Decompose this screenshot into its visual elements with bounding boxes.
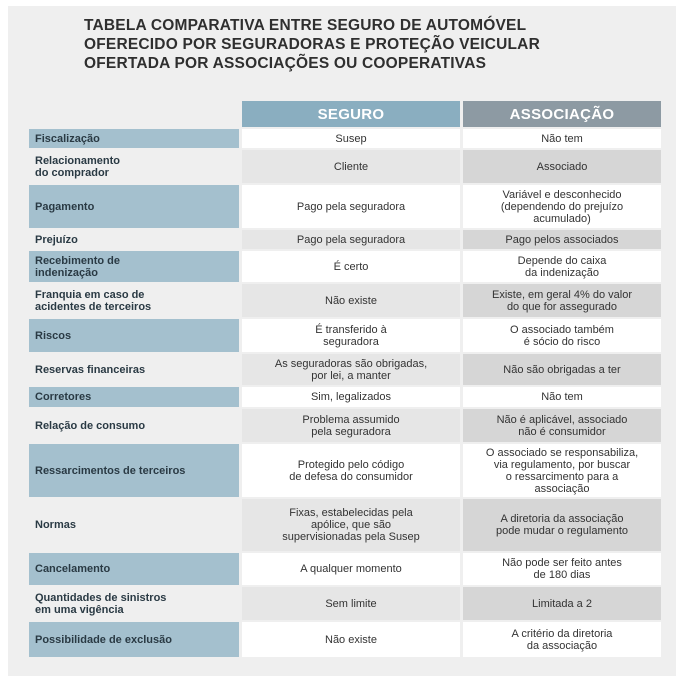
cell-text: O associado se responsabiliza, via regulamento, por buscar o ressarcimento para a associação — [485, 446, 639, 495]
cell-text: Não pode ser feito antes de 180 dias — [502, 557, 622, 581]
page-title — [84, 16, 644, 73]
row-label — [29, 230, 239, 249]
row-label — [29, 622, 239, 657]
cell-text: Sim, legalizados — [310, 391, 392, 403]
cell-text: Não tem — [541, 132, 583, 145]
header-seguro: SEGURO — [242, 101, 460, 127]
title-line-3: OFERTADA POR ASSOCIAÇÕES OU COOPERATIVAS — [84, 55, 487, 72]
cell-associacao — [463, 553, 661, 585]
cell-text: Prejuízo — [35, 233, 78, 246]
cell-associacao — [463, 185, 661, 228]
cell-text: Não existe — [325, 633, 377, 646]
cell-text: Pago pela seguradora — [296, 200, 406, 213]
cell-text: Não são obrigadas a ter — [503, 363, 621, 376]
title-line-2: OFERECIDO POR SEGURADORAS E PROTEÇÃO VEICULAR — [84, 36, 540, 53]
cell-text: Quantidades de sinistros em uma vigência — [35, 591, 167, 616]
cell-seguro — [242, 553, 460, 585]
cell-text: Reservas financeiras — [35, 363, 146, 376]
row-label — [29, 185, 239, 228]
row-label — [29, 284, 239, 317]
row-label — [29, 553, 239, 585]
cell-associacao — [463, 284, 661, 317]
cell-associacao — [463, 251, 661, 282]
row-label — [29, 409, 239, 442]
row-label — [29, 444, 239, 497]
cell-associacao — [463, 354, 661, 385]
title-line-1: TABELA COMPARATIVA ENTRE SEGURO DE AUTOMÓVEL — [84, 17, 527, 34]
cell-seguro — [242, 129, 460, 148]
cell-text: Problema assumido pela seguradora — [302, 413, 400, 438]
cell-text: Não é aplicável, associado não é consumidor — [496, 413, 628, 438]
cell-text: Franquia em caso de acidentes de terceiros — [35, 288, 152, 313]
cell-text: Normas — [35, 519, 76, 531]
cell-text: É certo — [333, 260, 369, 273]
cell-associacao — [463, 230, 661, 249]
cell-text: Fixas, estabelecidas pela apólice, que são supervisionadas pela Susep — [282, 507, 420, 543]
cell-associacao — [463, 319, 661, 352]
row-label — [29, 499, 239, 551]
row-label — [29, 587, 239, 620]
cell-text: O associado também é sócio do risco — [510, 323, 614, 348]
cell-text: Não tem — [541, 391, 583, 403]
row-label — [29, 150, 239, 183]
cell-associacao — [463, 444, 661, 497]
cell-seguro — [242, 444, 460, 497]
cell-text: Sem limite — [325, 597, 377, 610]
cell-text: Cliente — [333, 160, 369, 173]
cell-seguro — [242, 587, 460, 620]
cell-seguro — [242, 251, 460, 282]
cell-seguro — [242, 387, 460, 407]
cell-associacao — [463, 409, 661, 442]
cell-seguro — [242, 230, 460, 249]
row-label — [29, 129, 239, 148]
cell-text: Possibilidade de exclusão — [35, 633, 172, 646]
cell-text: Riscos — [35, 329, 72, 342]
cell-associacao — [463, 587, 661, 620]
cell-text: Relação de consumo — [35, 419, 146, 432]
cell-text: Susep — [335, 132, 367, 145]
cell-seguro — [242, 499, 460, 551]
cell-associacao — [463, 622, 661, 657]
cell-seguro — [242, 354, 460, 385]
cell-text: A critério da diretoria da associação — [511, 627, 613, 652]
cell-seguro — [242, 319, 460, 352]
cell-text: Recebimento de indenização — [35, 254, 120, 279]
cell-associacao — [463, 150, 661, 183]
cell-text: Não existe — [325, 294, 377, 307]
comparison-table — [29, 101, 661, 657]
cell-associacao — [463, 499, 661, 551]
cell-text: A diretoria da associação pode mudar o regulamento — [495, 513, 629, 537]
cell-text: Existe, em geral 4% do valor do que for assegurado — [491, 288, 632, 313]
header-blank — [29, 101, 239, 127]
cell-text: As seguradoras são obrigadas, por lei, a manter — [274, 357, 428, 382]
cell-text: Pagamento — [35, 200, 95, 213]
row-label — [29, 387, 239, 407]
header-associacao: ASSOCIAÇÃO — [463, 101, 661, 127]
cell-text: Cancelamento — [35, 563, 111, 575]
cell-text: Pago pela seguradora — [296, 233, 406, 246]
cell-text: É transferido à seguradora — [315, 323, 387, 348]
cell-text: Limitada a 2 — [532, 597, 592, 610]
cell-seguro — [242, 185, 460, 228]
cell-associacao — [463, 129, 661, 148]
cell-text: Relacionamento do comprador — [35, 154, 120, 179]
cell-text: A qualquer momento — [300, 563, 402, 575]
cell-seguro — [242, 622, 460, 657]
cell-text: Ressarcimentos de terceiros — [35, 464, 186, 477]
cell-seguro — [242, 284, 460, 317]
cell-associacao — [463, 387, 661, 407]
cell-seguro — [242, 150, 460, 183]
cell-text: Associado — [536, 160, 588, 173]
row-label — [29, 319, 239, 352]
cell-seguro — [242, 409, 460, 442]
cell-text: Corretores — [35, 391, 92, 403]
cell-text: Variável e desconhecido (dependendo do prejuízo acumulado) — [500, 188, 624, 225]
cell-text: Protegido pelo código de defesa do consumidor — [289, 458, 413, 483]
row-label — [29, 354, 239, 385]
cell-text: Fiscalização — [35, 132, 100, 145]
cell-text: Pago pelos associados — [505, 233, 619, 246]
row-label — [29, 251, 239, 282]
cell-text: Depende do caixa da indenização — [517, 254, 607, 279]
